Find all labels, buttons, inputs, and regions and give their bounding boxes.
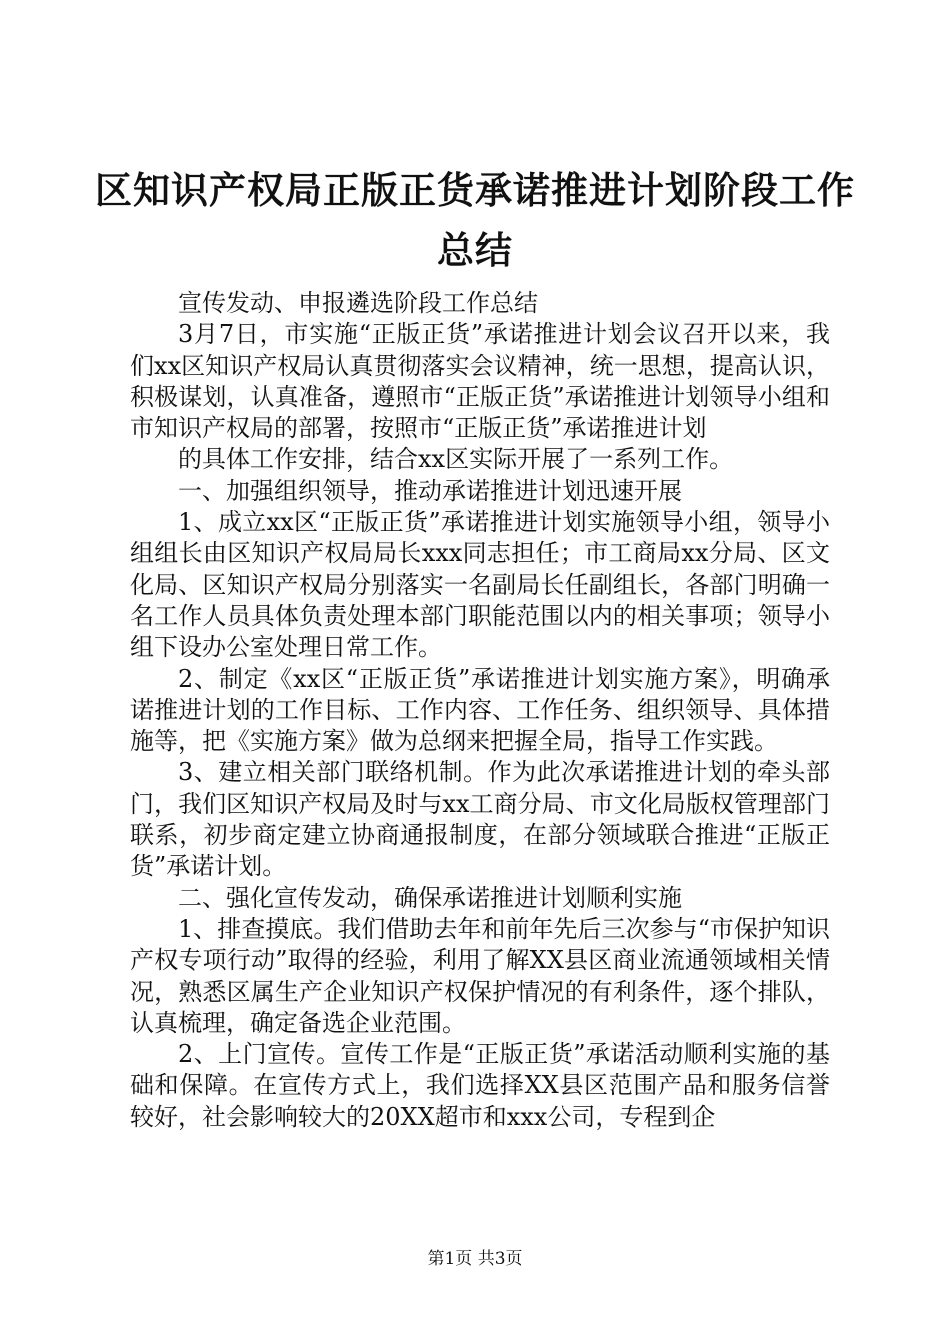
page-number-footer: 第1页 共3页	[427, 1249, 523, 1269]
paragraph: 2、制定《xx区“正版正货”承诺推进计划实施方案》，明确承诺推进计划的工作目标、工作内容、工作任务、组织领导、具体措施等，把《实施方案》做为总纲来把握全局，指导工作实践。	[130, 664, 830, 756]
document-title-line-2: 总结	[437, 228, 513, 272]
section-heading: 宣传发动、申报遴选阶段工作总结	[178, 289, 538, 317]
section-heading: 二、强化宣传发动，确保承诺推进计划顺利实施	[178, 883, 682, 912]
paragraph: 1、成立xx区“正版正货”承诺推进计划实施领导小组，领导小组组长由区知识产权局局长xxx同志担任；市工商局xx分局、区文化局、区知识产权局分别落实一名副局长任副组长，各部门明确一名工作人员具体负责处理本部门职能范围以内的相关事项；领导小组下设办公室处理日常工作。	[130, 508, 830, 662]
paragraph: 2、上门宣传。宣传工作是“正版正货”承诺活动顺利实施的基础和保障。在宣传方式上，我们选择XX县区范围产品和服务信誉较好，社会影响较大的20XX超市和xxx公司，专程到企	[130, 1040, 830, 1131]
paragraph: 的具体工作安排，结合xx区实际开展了一系列工作。	[178, 445, 734, 474]
paragraph: 3月7日，市实施“正版正货”承诺推进计划会议召开以来，我们xx区知识产权局认真贯彻落实会议精神，统一思想，提高认识，积极谋划，认真准备，遵照市“正版正货”承诺推进计划领导小组和市知识产权局的部署，按照市“正版正货”承诺推进计划	[130, 320, 830, 443]
document-body	[130, 288, 830, 1133]
section-heading: 一、加强组织领导，推动承诺推进计划迅速开展	[178, 476, 682, 505]
paragraph: 3、建立相关部门联络机制。作为此次承诺推进计划的牵头部门，我们区知识产权局及时与xx工商分局、市文化局版权管理部门联系，初步商定建立协商通报制度，在部分领域联合推进“正版正货”承诺计划。	[130, 758, 830, 881]
paragraph: 1、排查摸底。我们借助去年和前年先后三次参与“市保护知识产权专项行动”取得的经验，利用了解XX县区商业流通领域相关情况，熟悉区属生产企业知识产权保护情况的有利条件，逐个排队，认真梳理，确定备选企业范围。	[130, 914, 830, 1037]
document-title-line-1: 区知识产权局正版正货承诺推进计划阶段工作	[95, 168, 855, 212]
